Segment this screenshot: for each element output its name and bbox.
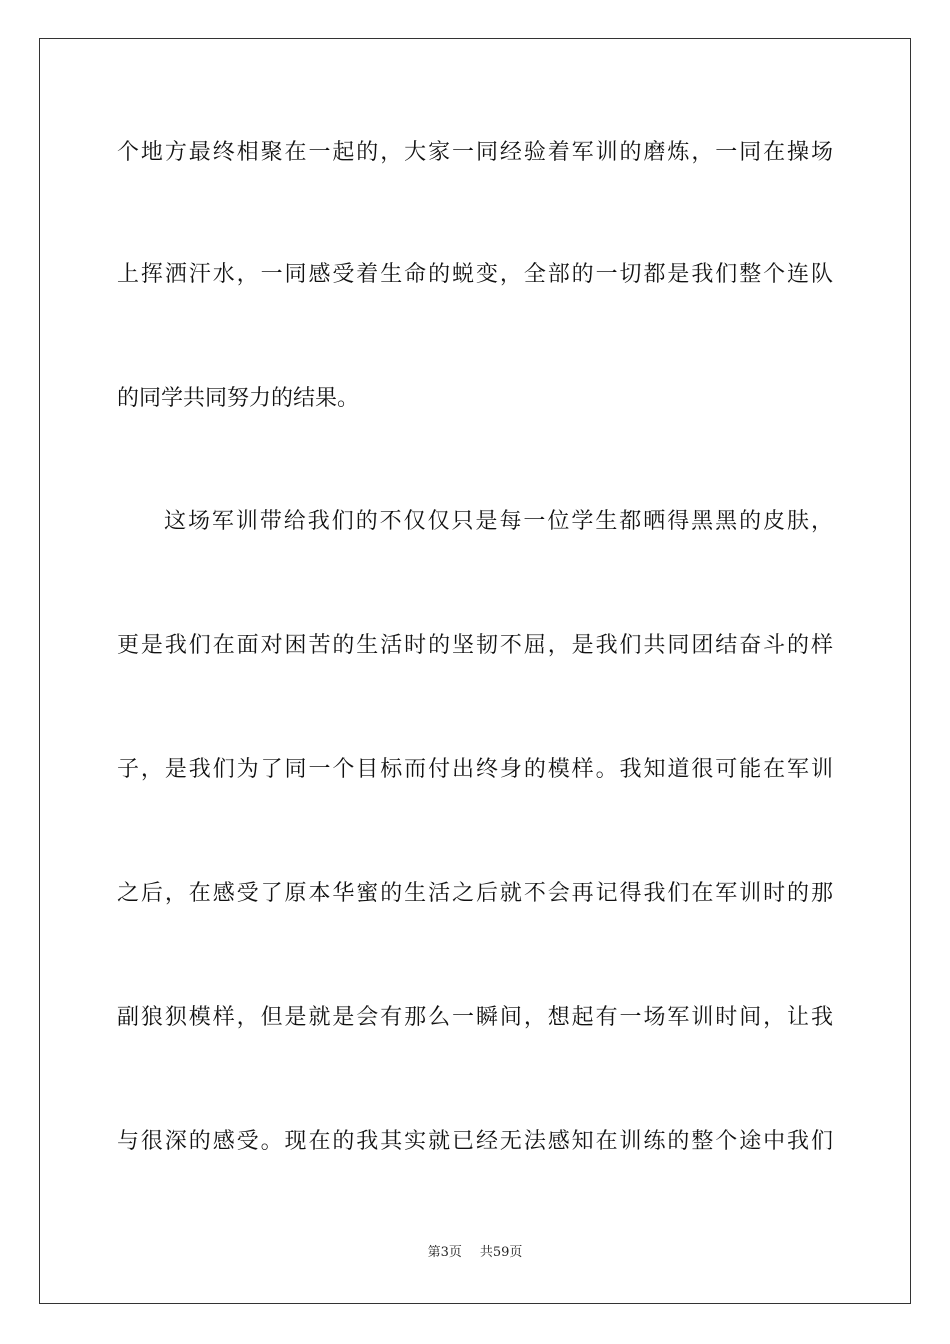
text-line: 上挥洒汗水，一同感受着生命的蜕变，全部的一切都是我们整个连队 — [117, 262, 833, 287]
text-line: 之后，在感受了原本华蜜的生活之后就不会再记得我们在军训时的那 — [117, 881, 833, 906]
page-total: 共59页 — [479, 1245, 523, 1260]
page-frame — [39, 38, 911, 1304]
text-line: 子，是我们为了同一个目标而付出终身的模样。我知道很可能在军训 — [117, 757, 833, 782]
page-number: 第3页 — [427, 1245, 462, 1260]
text-line: 这场军训带给我们的不仅仅只是每一位学生都晒得黑黑的皮肤， — [164, 509, 833, 534]
text-line: 与很深的感受。现在的我其实就已经无法感知在训练的整个途中我们 — [117, 1129, 833, 1154]
page-footer — [0, 1244, 950, 1262]
text-line: 的同学共同努力的结果。 — [117, 386, 360, 411]
text-line: 个地方最终相聚在一起的，大家一同经验着军训的磨炼，一同在操场 — [117, 140, 833, 165]
text-line: 副狼狈模样，但是就是会有那么一瞬间，想起有一场军训时间，让我 — [117, 1005, 833, 1030]
text-line: 更是我们在面对困苦的生活时的坚韧不屈，是我们共同团结奋斗的样 — [117, 633, 833, 658]
